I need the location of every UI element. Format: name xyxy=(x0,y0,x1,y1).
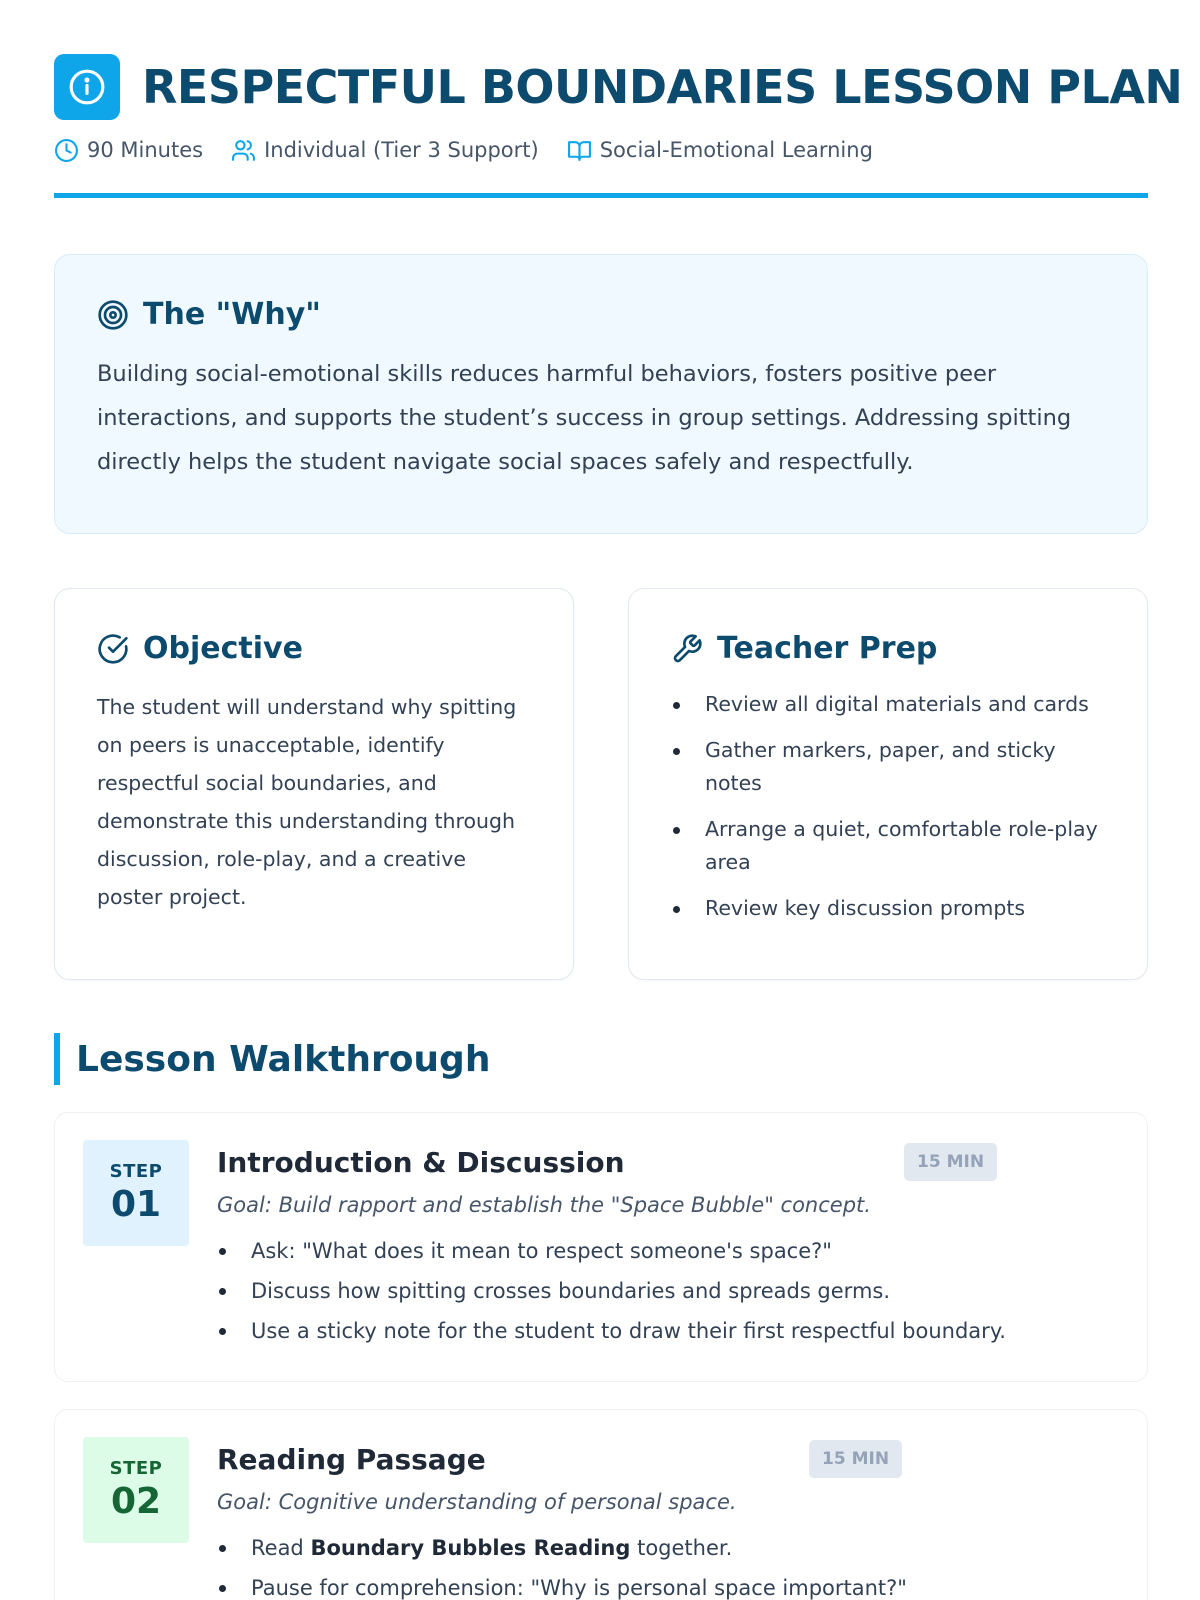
list-item: Review key discussion prompts xyxy=(671,892,1105,925)
list-item xyxy=(217,1528,1107,1568)
why-card xyxy=(54,254,1148,534)
grouping-text: Individual (Tier 3 Support) xyxy=(264,138,539,162)
step-goal: Goal: Cognitive understanding of personal space. xyxy=(217,1490,737,1514)
step-title: Introduction & Discussion xyxy=(217,1145,625,1179)
clock-icon xyxy=(54,138,79,163)
time-badge: 15 MIN xyxy=(904,1143,997,1181)
list-item: Discuss how spitting crosses boundaries and spreads germs. xyxy=(217,1271,1107,1311)
page-title: RESPECTFUL BOUNDARIES LESSON PLAN xyxy=(142,60,1183,114)
list-item: Review all digital materials and cards xyxy=(671,688,1105,721)
objective-card xyxy=(54,588,574,980)
info-icon xyxy=(54,54,120,120)
step-number: 02 xyxy=(110,1481,162,1522)
header xyxy=(54,54,1183,164)
step-number: 01 xyxy=(110,1184,162,1225)
step-card-02 xyxy=(54,1409,1148,1600)
meta-subject xyxy=(567,138,873,163)
step-label: STEP xyxy=(109,1161,163,1182)
step-list xyxy=(217,1231,1107,1351)
step-label: STEP xyxy=(109,1458,163,1479)
step-head xyxy=(217,1440,1107,1478)
objective-text: The student will understand why spitting on peers is unacceptable, identify respectful social boundaries, and demonstrate this understanding through discussion, role-play, and a creative poster project. xyxy=(97,695,517,909)
step-body xyxy=(217,1440,1107,1600)
step-badge xyxy=(83,1437,189,1543)
meta-duration xyxy=(54,138,203,163)
users-icon xyxy=(231,138,256,163)
list-item: Use a sticky note for the student to draw their first respectful boundary. xyxy=(217,1311,1107,1351)
list-item: Ask: "What does it mean to respect someone's space?" xyxy=(217,1231,1107,1271)
reading-title: Boundary Bubbles Reading xyxy=(310,1536,631,1560)
teacher-prep-card xyxy=(628,588,1148,980)
why-heading-text: The "Why" xyxy=(143,297,321,332)
objective-heading xyxy=(97,631,531,666)
meta-grouping xyxy=(231,138,539,163)
list-item-text: Read xyxy=(251,1536,311,1560)
header-divider xyxy=(54,193,1148,198)
step-goal: Goal: Build rapport and establish the "Space Bubble" concept. xyxy=(217,1193,871,1217)
list-item-text: together. xyxy=(630,1536,733,1560)
step-list xyxy=(217,1528,1107,1600)
teacher-prep-list xyxy=(671,688,1105,925)
step-badge xyxy=(83,1140,189,1246)
target-icon xyxy=(97,299,129,331)
list-item: Gather markers, paper, and sticky notes xyxy=(671,734,1105,800)
check-circle-icon xyxy=(97,633,129,665)
time-badge: 15 MIN xyxy=(809,1440,902,1478)
list-item: Arrange a quiet, comfortable role-play area xyxy=(671,813,1105,879)
teacher-prep-heading xyxy=(671,631,1105,666)
wrench-icon xyxy=(671,633,703,665)
step-title: Reading Passage xyxy=(217,1442,486,1476)
step-card-01 xyxy=(54,1112,1148,1382)
duration-text: 90 Minutes xyxy=(87,138,204,162)
step-head xyxy=(217,1143,1107,1181)
objective-heading-text: Objective xyxy=(143,631,303,666)
teacher-prep-heading-text: Teacher Prep xyxy=(717,631,938,666)
why-text: Building social-emotional skills reduces harmful behaviors, fosters positive peer interactions, and supports the student’s success in group settings. Addressing spitting directly helps the student navigate social spaces safely and respectfully. xyxy=(97,361,1072,475)
title-row xyxy=(54,54,1183,120)
step-body xyxy=(217,1143,1107,1351)
section-title-walkthrough: Lesson Walkthrough xyxy=(54,1033,490,1085)
subject-text: Social-Emotional Learning xyxy=(599,138,873,162)
why-heading xyxy=(97,297,1105,332)
meta-row xyxy=(54,136,1148,164)
list-item: Pause for comprehension: "Why is personal space important?" xyxy=(217,1568,1107,1600)
book-open-icon xyxy=(567,138,592,163)
